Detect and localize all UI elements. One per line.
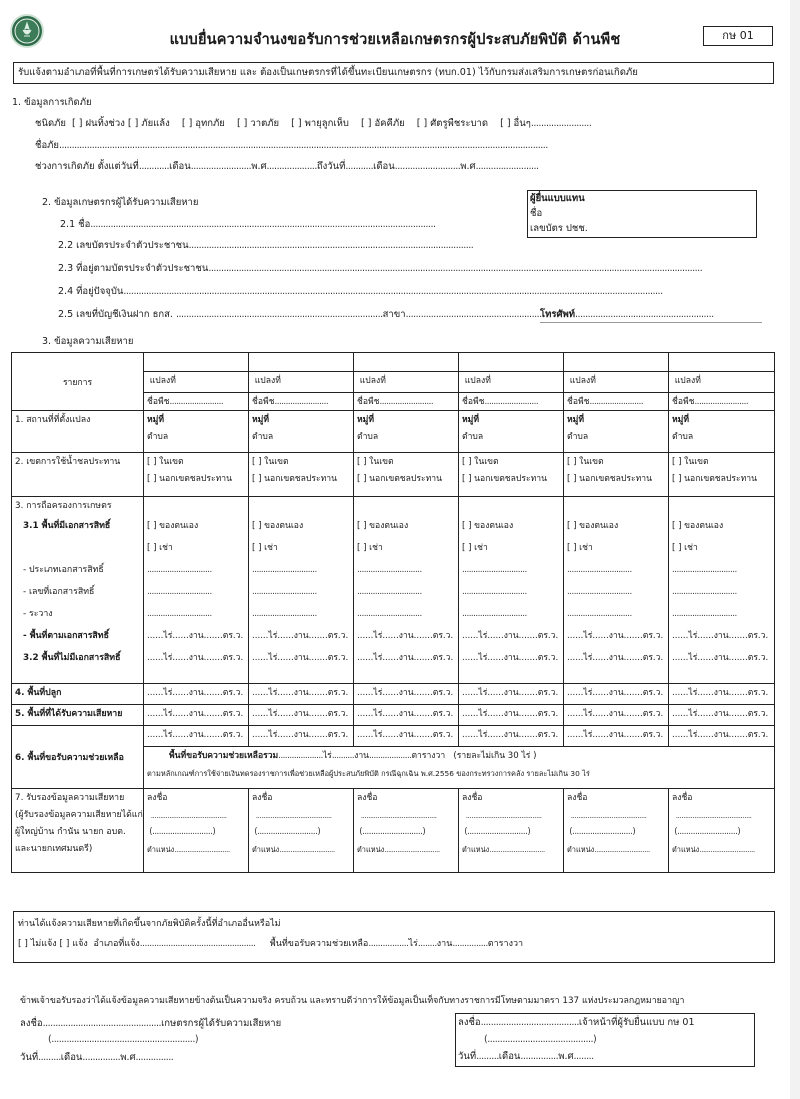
plot-5-planted[interactable]: ......ไร่......งาน.......ตร.ว. <box>564 684 669 705</box>
table-row-certify <box>12 789 775 873</box>
table-header-row <box>12 353 775 372</box>
plot-1-tenure[interactable]: [ ] ของตนเอง [ ] เช่า ............................. ............................. ............................. ......ไร่......งาน.......ตร.ว. ......ไร่......งาน.......ตร.ว. <box>144 497 249 684</box>
start-year-field[interactable]: .................... <box>266 161 317 172</box>
end-month-field[interactable]: .......................... <box>394 161 461 172</box>
plot-5-header-blank <box>564 353 669 372</box>
id-address-row <box>58 261 702 276</box>
officer-sign-box <box>455 1013 755 1067</box>
plot-4-damaged[interactable]: ......ไร่......งาน.......ตร.ว. <box>459 705 564 726</box>
start-month-field[interactable]: ........................ <box>190 161 252 172</box>
phone-field[interactable]: ....................................................... <box>575 309 714 320</box>
disaster-type-row <box>35 116 591 131</box>
plot-5-location[interactable]: หมู่ที่ ตำบล <box>564 411 669 453</box>
row-label-certify: 7. รับรองข้อมูลความเสียหาย (ผู้รับรองข้อมูลความเสียหายได้แก่ ผู้ใหญ่บ้าน กำนัน นายก อบต. และนายกเทศมนตรี) <box>12 789 144 873</box>
table-row-tenure <box>12 497 775 684</box>
id-field[interactable]: ................................................................................................................. <box>188 240 474 251</box>
plot-6-damaged[interactable]: ......ไร่......งาน.......ตร.ว. <box>669 705 775 726</box>
table-row-request <box>12 726 775 747</box>
plot-6-irrigation[interactable]: [ ] ในเขต [ ] นอกเขตชลประทาน <box>669 453 775 497</box>
row-label-request: 6. พื้นที่ขอรับความช่วยเหลือ <box>12 726 144 789</box>
farmer-month-label: เดือน <box>60 1052 83 1063</box>
farmer-date-label: วันที่ <box>20 1052 39 1063</box>
start-day-field[interactable]: ............ <box>138 161 170 172</box>
form-title: แบบยื่นความจำนงขอรับการช่วยเหลือเกษตรกรผู้ประสบภัยพิบัติ ด้านพืช <box>169 32 621 48</box>
representative-id-field[interactable]: เลขบัตร ปชช. <box>530 223 588 234</box>
farmer-day-field[interactable]: ......... <box>38 1052 61 1063</box>
branch-label: สาขา <box>382 309 406 320</box>
table-row-location <box>12 411 775 453</box>
current-address-label: 2.4 ที่อยู่ปัจจุบัน <box>58 286 124 297</box>
id-address-field[interactable]: .................................................................................................................................................................................................... <box>208 263 703 274</box>
start-month-label: เดือน <box>169 161 191 172</box>
disaster-period-row <box>35 159 539 174</box>
plot-2-planted[interactable]: ......ไร่......งาน.......ตร.ว. <box>249 684 354 705</box>
farmer-sign-row <box>20 1016 281 1031</box>
limit-note: (รายละไม่เกิน 30 ไร่ ) <box>453 751 537 761</box>
notice-banner: รับแจ้งตามอำเภอที่พื้นที่การเกษตรได้รับความเสียหาย และ ต้องเป็นเกษตรกรที่ได้ขึ้นทะเบียนเกษตรกร (ทบก.01) ไว้กับกรมส่งเสริมการเกษตรก่อนเกิดภัย <box>13 62 774 84</box>
form-code-badge: กษ 01 <box>703 26 773 46</box>
id-label: 2.2 เลขบัตรประจำตัวประชาชน <box>58 240 189 251</box>
current-address-row <box>58 284 663 299</box>
plot-2-header-blank <box>249 353 354 372</box>
representative-name-field[interactable]: ชื่อ <box>530 208 543 219</box>
bank-account-label: 2.5 เลขที่บัญชีเงินฝาก ธกส. <box>58 309 173 320</box>
plot-5-number[interactable]: แปลงที่ <box>564 372 669 393</box>
end-month-label: เดือน <box>373 161 395 172</box>
plot-4-location[interactable]: หมู่ที่ ตำบล <box>459 411 564 453</box>
plot-4-crop[interactable]: ชื่อพืช........................ <box>459 393 564 411</box>
plot-6-header-blank <box>669 353 775 372</box>
checkbox-not-reported[interactable]: [ ] ไม่แจ้ง <box>18 939 57 949</box>
other-rai-field[interactable]: ................. <box>368 939 409 949</box>
plot-3-crop[interactable]: ชื่อพืช........................ <box>354 393 459 411</box>
plot-4-certify[interactable]: ลงชื่อ ......................................... (...........................) ตำแหน่ง.............................. <box>459 789 564 873</box>
name-label: 2.1 ชื่อ <box>60 219 91 230</box>
phone-row <box>540 307 762 323</box>
checkbox-reported[interactable]: [ ] แจ้ง <box>59 939 88 949</box>
plot-1-certify[interactable]: ลงชื่อ ......................................... (...........................) ตำแหน่ง.............................. <box>144 789 249 873</box>
plot-3-number[interactable]: แปลงที่ <box>354 372 459 393</box>
plot-4-tenure[interactable]: [ ] ของตนเอง [ ] เช่า ............................. ............................. ............................. ......ไร่......งาน.......ตร.ว. ......ไร่......งาน.......ตร.ว. <box>459 497 564 684</box>
start-year-label: พ.ศ <box>251 161 267 172</box>
row-label-location: 1. สถานที่ที่ตั้งแปลง <box>12 411 144 453</box>
officer-year-label: พ.ศ <box>558 1051 574 1062</box>
farmer-role-label: เกษตรกรผู้ได้รับความเสียหาย <box>161 1018 282 1029</box>
certification-statement: ข้าพเจ้าขอรับรองว่าได้แจ้งข้อมูลความเสียหายข้างต้นเป็นความจริง ครบถ้วน และทราบดีว่าการให้ข้อมูลเป็นเท็จกับทางราชการมีโทษตามมาตรา 137 แห่งประมวลกฎหมายอาญา <box>20 996 685 1006</box>
disaster-name-field[interactable]: .................................................................................................................................................................................................. <box>58 140 548 151</box>
table-row-irrigation <box>12 453 775 497</box>
plot-5-certify[interactable]: ลงชื่อ ......................................... (...........................) ตำแหน่ง.............................. <box>564 789 669 873</box>
plot-1-crop[interactable]: ชื่อพืช........................ <box>144 393 249 411</box>
plot-4-number[interactable]: แปลงที่ <box>459 372 564 393</box>
plot-5-tenure[interactable]: [ ] ของตนเอง [ ] เช่า ............................. ............................. ............................. ......ไร่......งาน.......ตร.ว. ......ไร่......งาน.......ตร.ว. <box>564 497 669 684</box>
current-address-field[interactable]: ...................................................................................................................................................................................................................... <box>123 286 663 297</box>
name-row <box>60 217 436 232</box>
plot-3-location[interactable]: หมู่ที่ ตำบล <box>354 411 459 453</box>
table-row-planted <box>12 684 775 705</box>
plot-6-crop[interactable]: ชื่อพืช........................ <box>669 393 775 411</box>
damage-table <box>11 352 775 873</box>
farmer-date-row <box>20 1050 173 1065</box>
officer-month-label: เดือน <box>498 1051 521 1062</box>
plot-3-damaged[interactable]: ......ไร่......งาน.......ตร.ว. <box>354 705 459 726</box>
officer-day-field[interactable]: ......... <box>476 1051 499 1062</box>
page-edge <box>790 0 800 1099</box>
criteria-note: ตามหลักเกณฑ์การใช้จ่ายเงินทดรองราชการเพื่อช่วยเหลือผู้ประสบภัยพิบัติ กรณีฉุกเฉิน พ.ศ.2556 ของกระทรวงการคลัง รายละไม่เกิน 30 ไร่ <box>147 769 590 778</box>
row-label-irrigation: 2. เขตการใช้น้ำชลประทาน <box>12 453 144 497</box>
phone-label: โทรศัพท์ <box>540 309 576 320</box>
plot-3-request[interactable]: ......ไร่......งาน.......ตร.ว. <box>354 726 459 747</box>
row-label-tenure: 3. การถือครองการเกษตร 3.1 พื้นที่มีเอกสารสิทธิ์ - ประเภทเอกสารสิทธิ์ - เลขที่เอกสารสิทธิ์ - ระวาง - พื้นที่ตามเอกสารสิทธิ์ 3.2 พื้นที่ไม่มีเอกสารสิทธิ์ <box>12 497 144 684</box>
plot-6-tenure[interactable]: [ ] ของตนเอง [ ] เช่า ............................. ............................. ............................. ......ไร่......งาน.......ตร.ว. ......ไร่......งาน.......ตร.ว. <box>669 497 775 684</box>
district-label: อำเภอที่แจ้ง <box>93 939 140 949</box>
officer-signature-field[interactable]: ....................................... <box>480 1017 579 1028</box>
bank-account-field[interactable]: .................................................................................. <box>175 309 383 320</box>
officer-sign-label: ลงชื่อ <box>458 1017 481 1028</box>
officer-year-field[interactable]: ........ <box>573 1051 594 1062</box>
disaster-type-label: ชนิดภัย <box>35 118 66 129</box>
plot-4-header-blank <box>459 353 564 372</box>
end-year-field[interactable]: ......................... <box>475 161 539 172</box>
other-ngan-field[interactable]: ........ <box>417 939 437 949</box>
plot-5-damaged[interactable]: ......ไร่......งาน.......ตร.ว. <box>564 705 669 726</box>
request-total-label: พื้นที่ขอรับความช่วยเหลือรวม <box>169 751 279 761</box>
plot-6-planted[interactable]: ......ไร่......งาน.......ตร.ว. <box>669 684 775 705</box>
farmer-printed-name-field[interactable]: (.........................................................) <box>48 1034 199 1045</box>
other-sqwa-field[interactable]: ............... <box>452 939 488 949</box>
checkbox-other[interactable]: [ ] อื่นๆ <box>500 118 531 129</box>
officer-date-label: วันที่ <box>458 1051 477 1062</box>
plot-2-certify[interactable]: ลงชื่อ ......................................... (...........................) ตำแหน่ง.............................. <box>249 789 354 873</box>
row-label-planted: 4. พื้นที่ปลูก <box>12 684 144 705</box>
plot-1-damaged[interactable]: ......ไร่......งาน.......ตร.ว. <box>144 705 249 726</box>
plot-2-location[interactable]: หมู่ที่ ตำบล <box>249 411 354 453</box>
name-field[interactable]: ......................................................................................................................................... <box>90 219 436 230</box>
id-row <box>58 238 473 253</box>
checkbox-flood[interactable]: [ ] อุทกภัย <box>181 118 225 129</box>
plot-2-request[interactable]: ......ไร่......งาน.......ตร.ว. <box>249 726 354 747</box>
officer-role-label: เจ้าหน้าที่ผู้รับยื่นแบบ กษ 01 <box>578 1017 695 1028</box>
farmer-signature-field[interactable]: ............................................... <box>42 1018 162 1029</box>
id-address-label: 2.3 ที่อยู่ตามบัตรประจำตัวประชาชน <box>58 263 209 274</box>
plot-5-crop[interactable]: ชื่อพืช........................ <box>564 393 669 411</box>
plot-6-location[interactable]: หมู่ที่ ตำบล <box>669 411 775 453</box>
checkbox-fire[interactable]: [ ] อัคคีภัย <box>361 118 405 129</box>
district-field[interactable]: ................................................. <box>139 939 256 949</box>
farmer-month-field[interactable]: ............... <box>82 1052 121 1063</box>
farmer-year-label: พ.ศ <box>120 1052 136 1063</box>
plot-2-crop[interactable]: ชื่อพืช........................ <box>249 393 354 411</box>
plot-1-location[interactable]: หมู่ที่ ตำบล <box>144 411 249 453</box>
disaster-name-label: ชื่อภัย <box>35 140 59 151</box>
plot-6-request[interactable]: ......ไร่......งาน.......ตร.ว. <box>669 726 775 747</box>
other-area-label: พื้นที่ขอรับความช่วยเหลือ <box>269 939 369 949</box>
plot-1-number[interactable]: แปลงที่ <box>144 372 249 393</box>
end-year-label: พ.ศ <box>460 161 476 172</box>
checkbox-drought[interactable]: [ ] ภัยแล้ง <box>127 118 170 129</box>
checkbox-hail[interactable]: [ ] พายุลูกเห็บ <box>291 118 349 129</box>
plot-3-irrigation[interactable]: [ ] ในเขต [ ] นอกเขตชลประทาน <box>354 453 459 497</box>
row-label-damaged: 5. พื้นที่ที่ได้รับความเสียหาย <box>12 705 144 726</box>
plot-4-irrigation[interactable]: [ ] ในเขต [ ] นอกเขตชลประทาน <box>459 453 564 497</box>
plot-5-request[interactable]: ......ไร่......งาน.......ตร.ว. <box>564 726 669 747</box>
plot-2-number[interactable]: แปลงที่ <box>249 372 354 393</box>
section2-heading: 2. ข้อมูลเกษตรกรผู้ได้รับความเสียหาย <box>42 197 199 208</box>
plot-2-tenure[interactable]: [ ] ของตนเอง [ ] เช่า ............................. ............................. ............................. ......ไร่......งาน.......ตร.ว. ......ไร่......งาน.......ตร.ว. <box>249 497 354 684</box>
section1-heading: 1. ข้อมูลการเกิดภัย <box>12 97 92 108</box>
checkbox-drought-spell[interactable]: [ ] ฝนทิ้งช่วง <box>72 118 125 129</box>
period-end-label: ถึงวันที่ <box>316 161 346 172</box>
plot-4-planted[interactable]: ......ไร่......งาน.......ตร.ว. <box>459 684 564 705</box>
representative-box <box>527 190 757 238</box>
table-row-damaged <box>12 705 775 726</box>
plot-6-certify[interactable]: ลงชื่อ ......................................... (...........................) ตำแหน่ง.............................. <box>669 789 775 873</box>
checkbox-storm[interactable]: [ ] วาตภัย <box>236 118 280 129</box>
plot-2-irrigation[interactable]: [ ] ในเขต [ ] นอกเขตชลประทาน <box>249 453 354 497</box>
plot-3-tenure[interactable]: [ ] ของตนเอง [ ] เช่า ............................. ............................. ............................. ......ไร่......งาน.......ตร.ว. ......ไร่......งาน.......ตร.ว. <box>354 497 459 684</box>
farmer-year-field[interactable]: ............... <box>135 1052 174 1063</box>
plot-1-planted[interactable]: ......ไร่......งาน.......ตร.ว. <box>144 684 249 705</box>
branch-field[interactable]: ....................................................... <box>405 309 545 320</box>
bank-row <box>58 307 544 322</box>
plot-4-request[interactable]: ......ไร่......งาน.......ตร.ว. <box>459 726 564 747</box>
representative-title: ผู้ยื่นแบบแทน <box>530 193 585 204</box>
period-start-label: ช่วงการเกิดภัย ตั้งแต่วันที่ <box>35 161 139 172</box>
other-district-box: ท่านได้แจ้งความเสียหายที่เกิดขึ้นจากภัยพิบัติครั้งนี้ที่อำเภออื่นหรือไม่ [ ] ไม่แจ้ง [ ] แจ้ง อำเภอที่แจ้ง................................................. พื้นที่ขอรับความช่วยเหลือ.................ไร่........งาน...............ตารางวา <box>13 911 775 963</box>
other-field[interactable]: ........................ <box>530 118 592 129</box>
plot-1-header-blank <box>144 353 249 372</box>
disaster-name-row <box>35 138 548 153</box>
other-district-question: ท่านได้แจ้งความเสียหายที่เกิดขึ้นจากภัยพิบัติครั้งนี้ที่อำเภออื่นหรือไม่ <box>18 919 281 929</box>
plot-3-certify[interactable]: ลงชื่อ ......................................... (...........................) ตำแหน่ง.............................. <box>354 789 459 873</box>
checkbox-pest[interactable]: [ ] ศัตรูพืชระบาด <box>416 118 489 129</box>
plot-3-planted[interactable]: ......ไร่......งาน.......ตร.ว. <box>354 684 459 705</box>
plot-5-irrigation[interactable]: [ ] ในเขต [ ] นอกเขตชลประทาน <box>564 453 669 497</box>
plot-3-header-blank <box>354 353 459 372</box>
plot-2-damaged[interactable]: ......ไร่......งาน.......ตร.ว. <box>249 705 354 726</box>
plot-1-request[interactable]: ......ไร่......งาน.......ตร.ว. <box>144 726 249 747</box>
officer-month-field[interactable]: ............... <box>520 1051 559 1062</box>
plot-1-irrigation[interactable]: [ ] ในเขต [ ] นอกเขตชลประทาน <box>144 453 249 497</box>
officer-printed-name-field[interactable]: (..........................................) <box>484 1034 597 1045</box>
col-header-items: รายการ <box>12 353 144 411</box>
end-day-field[interactable]: ........... <box>345 161 374 172</box>
plot-6-number[interactable]: แปลงที่ <box>669 372 775 393</box>
section3-heading: 3. ข้อมูลความเสียหาย <box>42 336 134 347</box>
farmer-sign-label: ลงชื่อ <box>20 1018 43 1029</box>
request-total-cell[interactable]: พื้นที่ขอรับความช่วยเหลือรวม....................ไร่..........งาน...................ตารางวา (รายละไม่เกิน 30 ไร่ ) ตามหลักเกณฑ์การใช้จ่ายเงินทดรองราชการเพื่อช่วยเหลือผู้ประสบภัยพิบัติ กรณีฉุกเฉิน พ.ศ.2556 ของกระทรวงการคลัง รายละไม่เกิน 30 ไร่ <box>144 747 775 789</box>
